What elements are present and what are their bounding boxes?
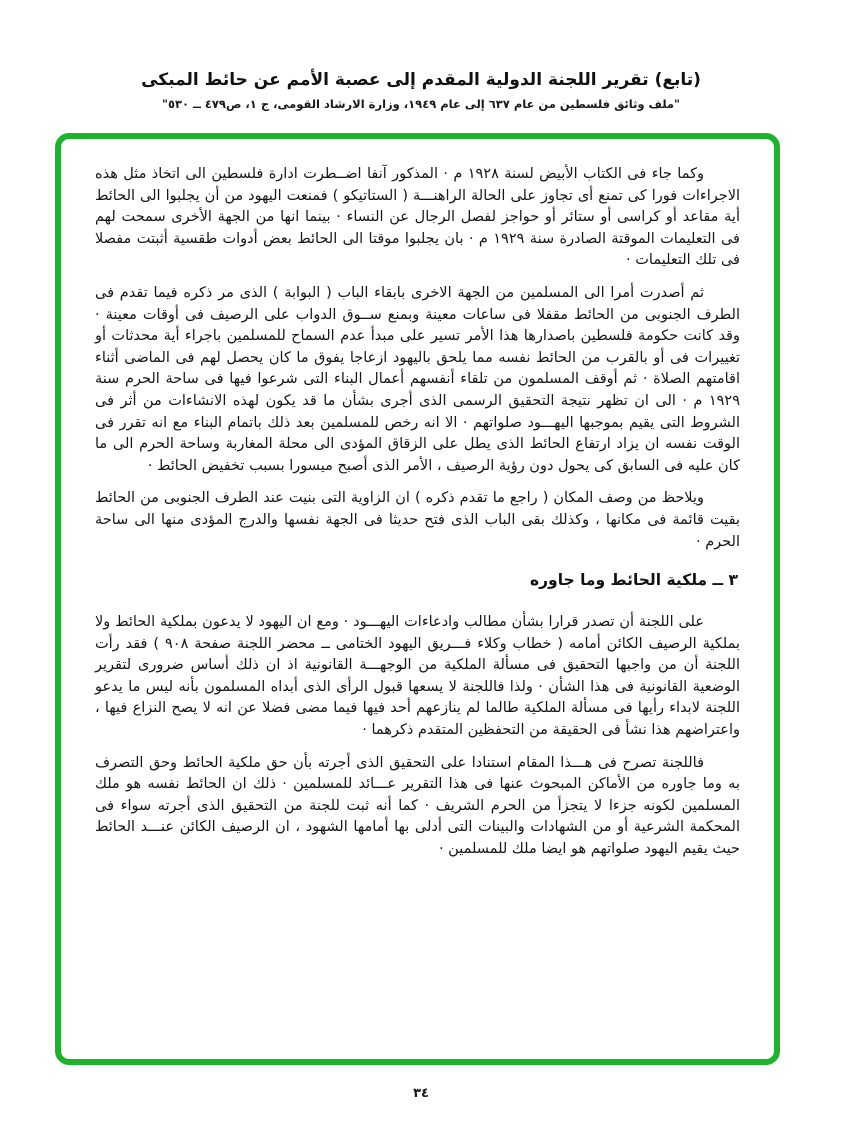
document-subtitle: "ملف وثائق فلسطين من عام ٦٣٧ إلى عام ١٩٤٩، وزارة الارشاد القومى، ج ١، ص٤٧٩ ــ ٥٣٠" [161,97,681,111]
paragraph-place-description: ويلاحظ من وصف المكان ( راجع ما تقدم ذكره ) ان الزاوية التى بنيت عند الطرف الجنوبى من الحائط بقيت قائمة فى مكانها ، وكذلك بقى الباب الذى فتح حديثا فى الجهة نفسها والدرج المؤدى منها الى ساحة الحرم · [95,490,740,550]
section-heading-ownership: ٣ ــ ملكية الحائط وما جاوره [529,571,738,590]
document-header [0,70,842,111]
content-frame [55,133,780,1065]
paragraph-committee-decision: على اللجنة أن تصدر قرارا بشأن مطالب وادعاءات اليهـــود · ومع ان اليهود لا يدعون بملكية الحائط ولا بملكية الرصيف الكائن أمامه ( خطاب وكلاء فـــريق اليهود الختامى ــ محضر اللجنة صفحة ٩٠٨ ) فقد رأت اللجنة أن من واجبها التحقيق فى مسألة الملكية من الوجهـــة القانونية اذ ان ذلك أساس ضرورى لتقرير الوضعية القانونية فى هذا الشأن · ولذا فاللجنة لا يسعها قبول الرأى الذى أبداه المسلمون بأنه ليس ما يدعو اللجنة لابداء رأيها فى مسألة الملكية طالما لم ينازعهم أحد فيها فيما مضى فضلا عن انه لا يصح النزاع فيها ، واعتراضهم هذا نشأ فى الحقيقة من التحفظين المتقدم ذكرهما · [95,614,740,739]
page-footer [0,1082,842,1101]
page-number: ٣٤ [413,1086,429,1101]
paragraph-order-to-muslims: ثم أصدرت أمرا الى المسلمين من الجهة الاخرى بابقاء الباب ( البوابة ) الذى مر ذكره فيما تقدم فى الطرف الجنوبى من الحائط مقفلا فى ساعات معينة وبمنع ســوق الدواب على الرصيف فى أوقات معينة · وقد كانت حكومة فلسطين باصدارها هذا الأمر تسير على مبدأ عدم السماح للمسلمين باجراء أية محدثات أو تغييرات فى أو بالقرب من الحائط نفسه مما يلحق باليهود ازعاجا يفوق ما كان يحصل لهم فى الماضى أثناء اقامتهم الصلاة · ثم أوقف المسلمون من تلقاء أنفسهم أعمال البناء التى شرعوا فيها فى ساحة الحرم سنة ١٩٢٩ م · الى ان تظهر نتيجة التحقيق الرسمى الذى أجرى بشأن ما قد يكون لهذه الانشاءات من أثر فى الشروط التى يقيم بموجبها اليهـــود صلواتهم · الا انه رخص للمسلمين بعد ذلك باتمام البناء مع انه تقرر فى الوقت نفسه ان يزاد ارتفاع الحائط الذى يطل على الزقاق المؤدى الى محلة المغاربة وساحة الحرم الى ما كان عليه فى السابق كى يحول دون رؤية الرصيف ، الأمر الذى أصبح ميسورا بسبب تخفيض الحائط · [95,284,740,474]
document-title: (تابع) تقرير اللجنة الدولية المقدم إلى عصبة الأمم عن حائط المبكى [141,70,701,90]
paragraph-committee-declaration: فاللجنة تصرح فى هـــذا المقام استنادا على التحقيق الذى أجرته بأن حق ملكية الحائط وحق التصرف به وما جاوره من الأماكن المبحوث عنها فى هذا التقرير عـــائد للمسلمين · ذلك ان الحائط نفسه هو ملك المسلمين لكونه جزءا لا يتجزأ من الحرم الشريف · كما أنه ثبت للجنة من التحقيق الذى أجرته سواء فى المحكمة الشرعية أو من الشهادات والبينات التى أدلى بها أمامها الشهود ، ان الرصيف الكائن عنـــد الحائط حيث يقيم اليهود صلواتهم هو ايضا ملك للمسلمين · [95,754,740,858]
paragraph-white-paper-1928: وكما جاء فى الكتاب الأبيض لسنة ١٩٢٨ م · المذكور آنفا اضــطرت ادارة فلسطين الى اتخاذ مثل هذه الاجراءات فورا كى تمنع أى تجاوز على الحالة الراهنـــة ( الستاتيكو ) فمنعت اليهود من أن يجلبوا الى الحائط أية مقاعد أو كراسى أو ستائر أو حواجز لفصل الرجال عن النساء · بينما انها من الجهة الأخرى سمحت لهم فى التعليمات الموقتة الصادرة سنة ١٩٢٩ م · بان يجلبوا موقتا الى الحائط بعض أدوات طقسية أثبتت مفصلا فى تلك التعليمات · [95,166,740,269]
